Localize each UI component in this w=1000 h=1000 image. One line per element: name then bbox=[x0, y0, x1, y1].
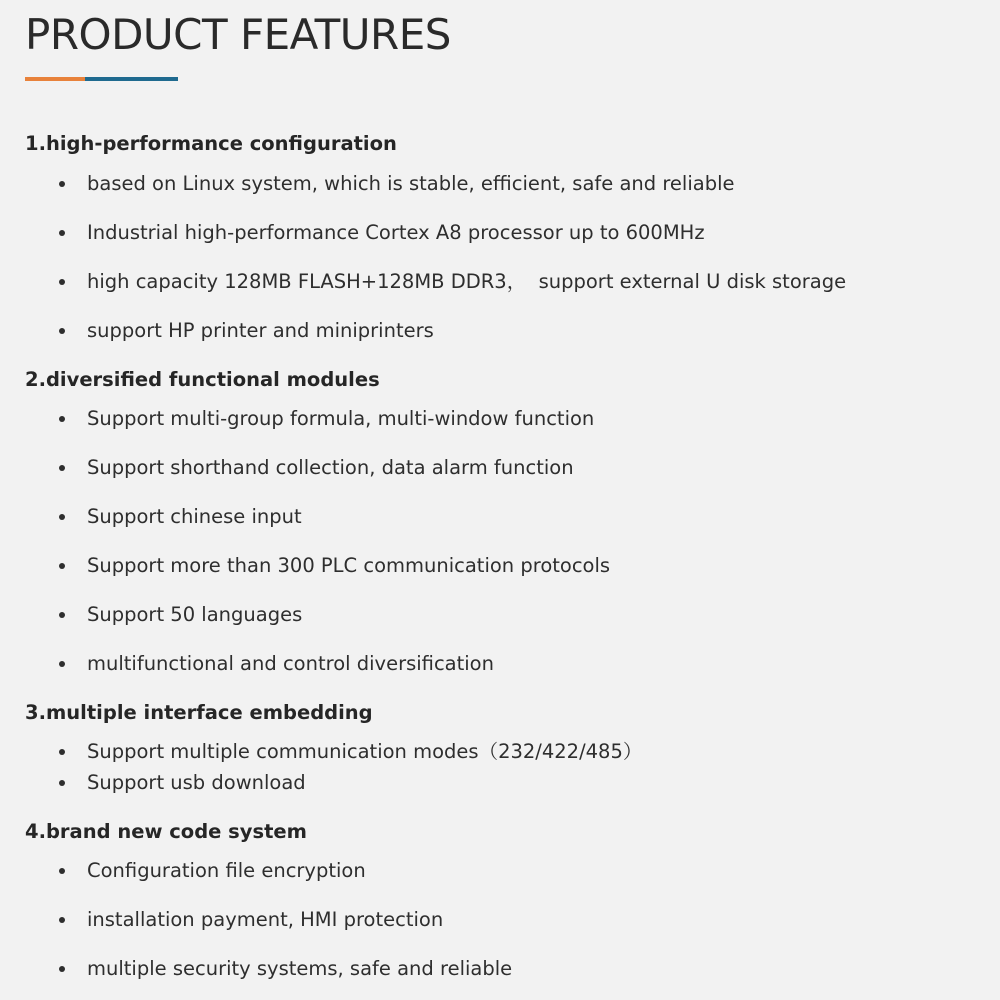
list-item-text: Support shorthand collection, data alarm function bbox=[87, 456, 574, 479]
list-item bbox=[59, 654, 494, 674]
list-item-text: installation payment, HMI protection bbox=[87, 908, 444, 931]
list-item bbox=[59, 458, 574, 478]
bullet-icon bbox=[59, 966, 65, 972]
underline-blue-segment bbox=[85, 77, 178, 81]
list-item bbox=[59, 174, 735, 194]
bullet-icon bbox=[59, 465, 65, 471]
list-item bbox=[59, 605, 302, 625]
bullet-icon bbox=[59, 661, 65, 667]
bullet-icon bbox=[59, 328, 65, 334]
list-item-text: multiple security systems, safe and reliable bbox=[87, 957, 513, 980]
list-item-text: based on Linux system, which is stable, efficient, safe and reliable bbox=[87, 172, 735, 195]
bullet-icon bbox=[59, 749, 65, 755]
bullet-icon bbox=[59, 612, 65, 618]
list-item-text: Support more than 300 PLC communication protocols bbox=[87, 554, 611, 577]
list-item bbox=[59, 861, 366, 881]
page-title: PRODUCT FEATURES bbox=[25, 10, 451, 59]
underline-orange-segment bbox=[25, 77, 85, 81]
bullet-icon bbox=[59, 181, 65, 187]
list-item-text: Support chinese input bbox=[87, 505, 302, 528]
bullet-icon bbox=[59, 780, 65, 786]
section-heading: 3.multiple interface embedding bbox=[25, 701, 373, 724]
list-item-text: Industrial high-performance Cortex A8 processor up to 600MHz bbox=[87, 221, 705, 244]
list-item bbox=[59, 321, 434, 341]
list-item-text: Support multiple communication modes（232/422/485） bbox=[87, 740, 643, 763]
bullet-icon bbox=[59, 917, 65, 923]
list-item bbox=[59, 742, 642, 762]
bullet-icon bbox=[59, 514, 65, 520]
bullet-icon bbox=[59, 279, 65, 285]
list-item-text: Support 50 languages bbox=[87, 603, 303, 626]
section-heading: 4.brand new code system bbox=[25, 820, 307, 843]
list-item-text: support HP printer and miniprinters bbox=[87, 319, 434, 342]
list-item bbox=[59, 910, 443, 930]
list-item-text: multifunctional and control diversification bbox=[87, 652, 494, 675]
list-item bbox=[59, 507, 302, 527]
section-heading: 1.high-performance configuration bbox=[25, 132, 397, 155]
list-item-text: Support usb download bbox=[87, 771, 306, 794]
bullet-icon bbox=[59, 230, 65, 236]
bullet-icon bbox=[59, 868, 65, 874]
section-heading: 2.diversified functional modules bbox=[25, 368, 380, 391]
title-underline bbox=[25, 77, 178, 81]
list-item bbox=[59, 556, 610, 576]
list-item bbox=[59, 773, 306, 793]
list-item-text: Support multi-group formula, multi-window function bbox=[87, 407, 595, 430]
list-item bbox=[59, 409, 594, 429]
list-item bbox=[59, 272, 846, 292]
list-item-text: Configuration file encryption bbox=[87, 859, 366, 882]
bullet-icon bbox=[59, 416, 65, 422]
list-item bbox=[59, 223, 705, 243]
list-item bbox=[59, 959, 512, 979]
list-item-text: high capacity 128MB FLASH+128MB DDR3， support external U disk storage bbox=[87, 270, 847, 293]
bullet-icon bbox=[59, 563, 65, 569]
